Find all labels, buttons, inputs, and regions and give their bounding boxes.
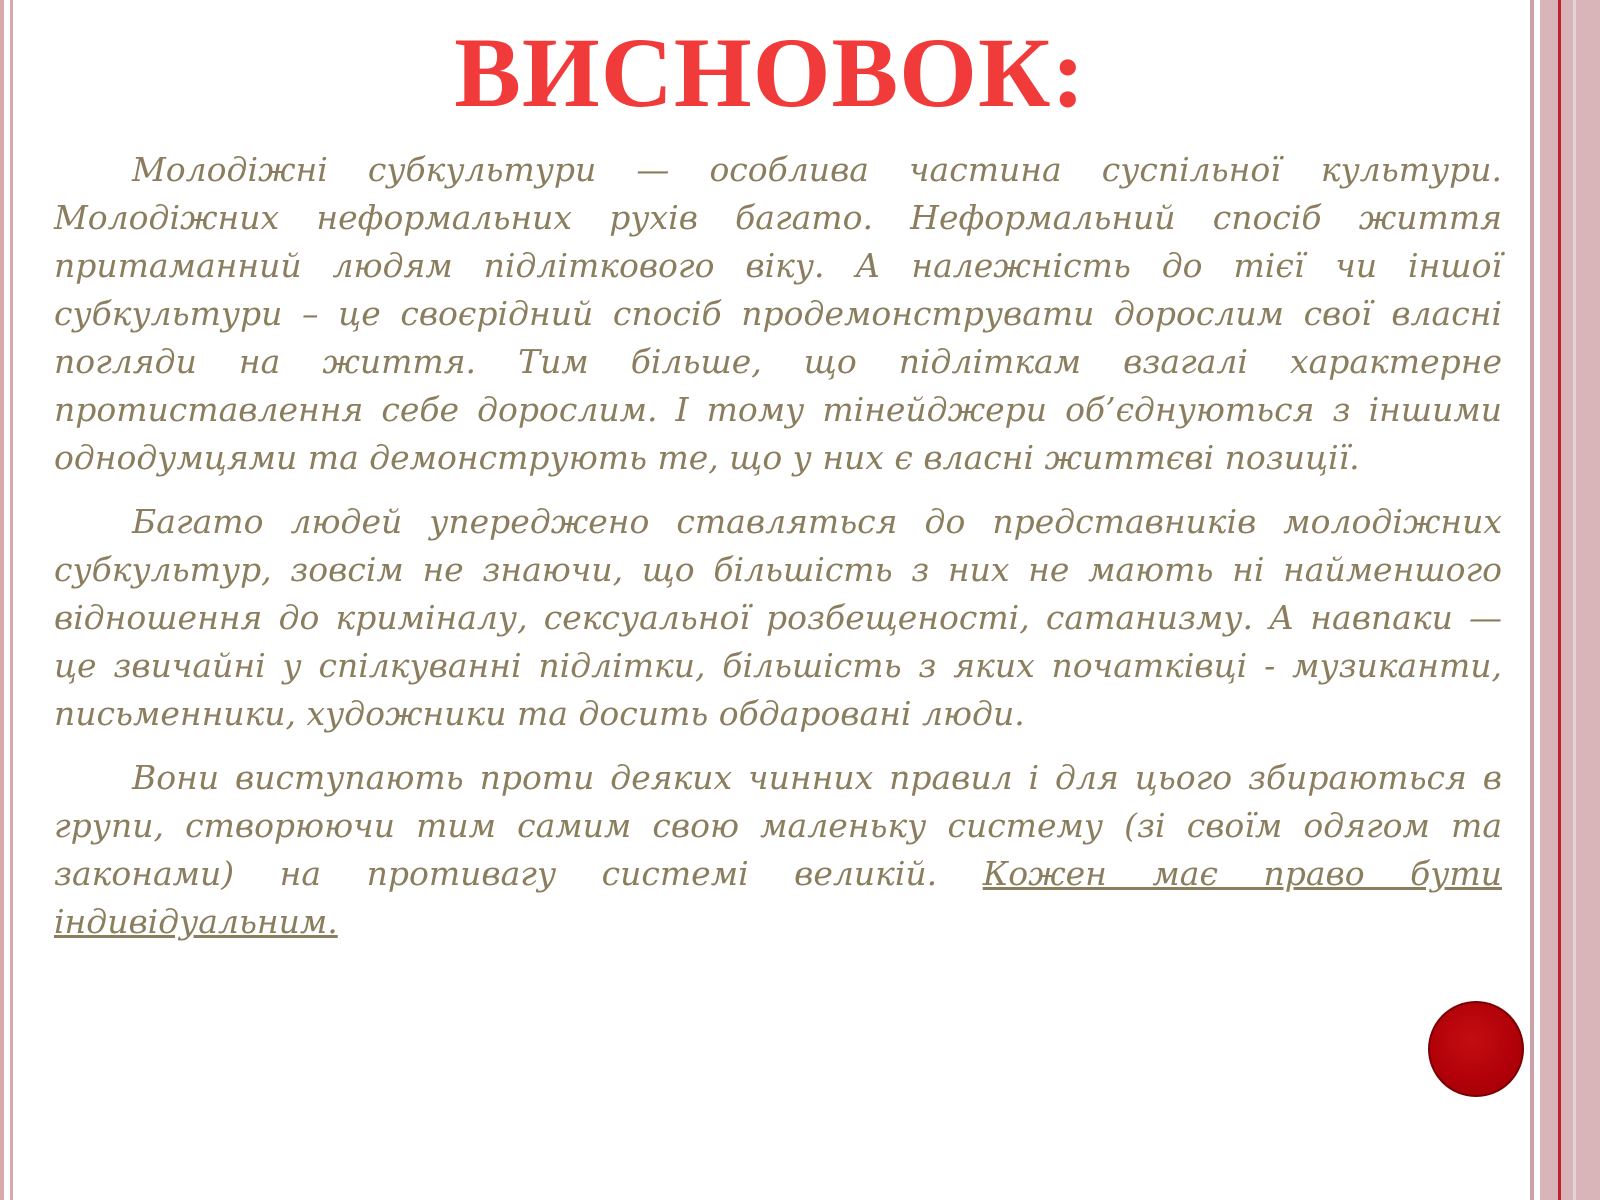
- slide-title: ВИСНОВОК:: [454, 17, 1086, 128]
- frame-right-accent-line: [1558, 0, 1561, 1200]
- slide-body: [54, 146, 1502, 962]
- paragraph-3-underlined-conclusion: Кожен має право бути індивідуальним.: [54, 854, 1502, 941]
- frame-right-light-line: [1573, 0, 1576, 1200]
- paragraph-3-text: Вони виступають проти деяких чинних правил і для цього збираються в групи, створюючи тим самим свою маленьку систему (зі своїм одягом та законами) на противагу системі великій.: [54, 758, 1502, 893]
- paragraph-3: [54, 754, 1502, 946]
- frame-right-band: [1540, 0, 1600, 1200]
- red-dot-decoration: [1428, 1001, 1524, 1097]
- paragraph-2: Багато людей упереджено ставляться до представників молодіжних субкультур, зовсім не знаючи, що більшість з них не мають ні найменшого відношення до криміналу, сексуальної розбещеності, сатанизму. А навпаки — це звичайні у спілкуванні підлітки, більшість з яких початківці - музиканти, письменники, художники та досить обдаровані люди.: [54, 502, 1502, 733]
- paragraph-1: Молодіжні субкультури — особлива частина суспільної культури. Молодіжних неформальних рухів багато. Неформальний спосіб життя притаманний людям підліткового віку. А належність до тієї чи іншої субкультури – це своєрідний спосіб продемонструвати дорослим свої власні погляди на життя. Тим більше, що підліткам взагалі характерне протиставлення себе дорослим. І тому тінейджери об’єднуються з іншими однодумцями та демонструють те, що у них є власні життєві позиції.: [54, 150, 1502, 477]
- frame-left-outer-line: [0, 0, 4, 1200]
- frame-right-line: [1530, 0, 1534, 1200]
- frame-left-inner-line: [10, 0, 13, 1200]
